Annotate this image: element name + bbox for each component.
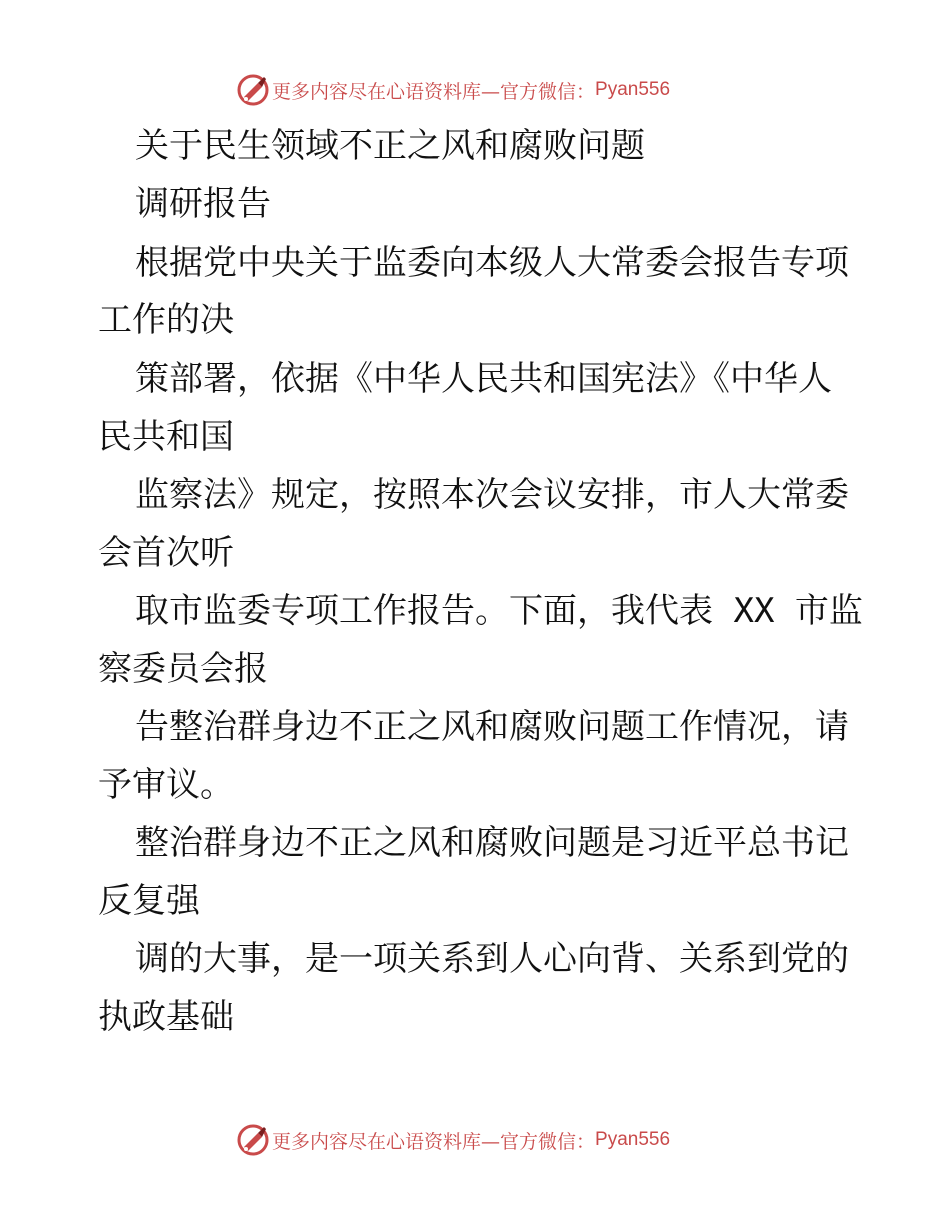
watermark-wechat-id: Pyan556: [595, 79, 671, 100]
watermark-text: 更多内容尽在心语资料库—官方微信：: [272, 80, 596, 103]
watermark-wechat-id: Pyan556: [595, 1129, 671, 1150]
paragraph-line: 工作的决: [98, 300, 234, 340]
paragraph-line: 监察法》规定，按照本次会议安排，市人大常委: [135, 475, 849, 515]
paragraph-line: 整治群身边不正之风和腐败问题是习近平总书记: [135, 823, 849, 863]
paragraph-line: 会首次听: [98, 533, 234, 573]
footer-watermark: [236, 1122, 670, 1158]
paragraph-line: 调的大事，是一项关系到人心向背、关系到党的: [135, 939, 849, 979]
header-watermark: [236, 72, 670, 108]
doc-title-line-2: 调研报告: [135, 184, 271, 224]
paragraph-line: 执政基础: [98, 997, 234, 1037]
paragraph-line: 反复强: [98, 881, 200, 921]
paragraph-line: 予审议。: [98, 765, 234, 805]
pen-logo-icon: [236, 1123, 270, 1157]
pen-logo-icon: [236, 73, 270, 107]
paragraph-line: 取市监委专项工作报告。下面，我代表 XX 市监: [135, 591, 863, 631]
paragraph-line: 察委员会报: [98, 649, 268, 689]
paragraph-line: 告整治群身边不正之风和腐败问题工作情况，请: [135, 707, 849, 747]
watermark-text: 更多内容尽在心语资料库—官方微信：: [272, 1130, 596, 1153]
paragraph-line: 民共和国: [98, 417, 234, 457]
paragraph-line: 策部署，依据《中华人民共和国宪法》《中华人: [135, 359, 832, 399]
doc-title-line-1: 关于民生领域不正之风和腐败问题: [135, 126, 645, 166]
paragraph-line: 根据党中央关于监委向本级人大常委会报告专项: [135, 243, 849, 283]
